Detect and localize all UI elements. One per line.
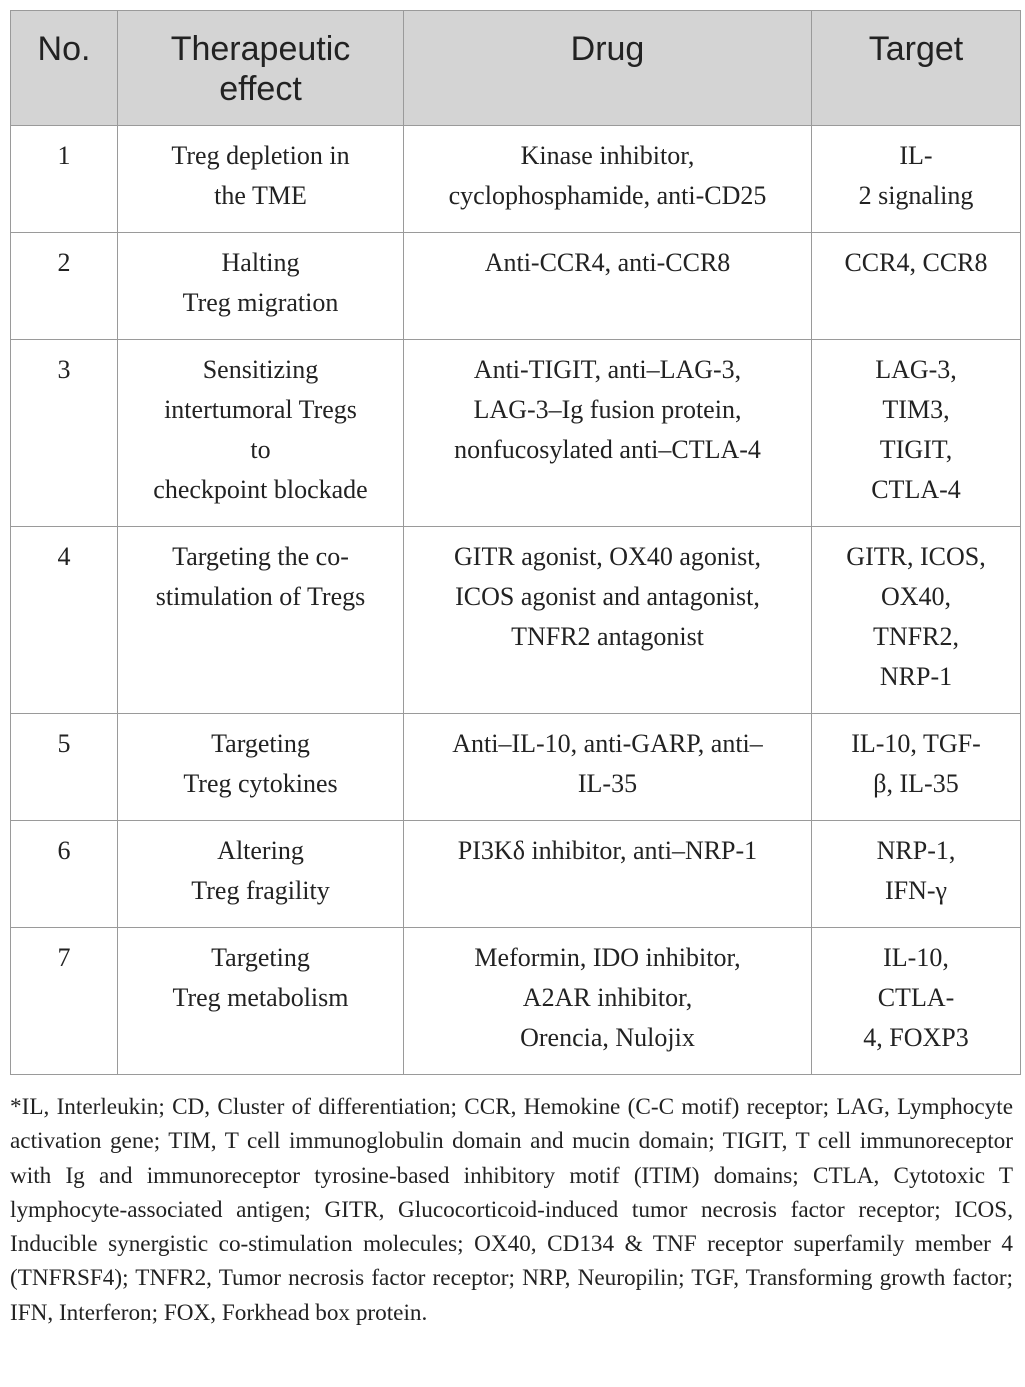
cell-drug: Kinase inhibitor, cyclophosphamide, anti-CD25 <box>404 126 812 233</box>
header-no: No. <box>11 11 118 126</box>
cell-no: 6 <box>11 821 118 928</box>
cell-no: 2 <box>11 233 118 340</box>
cell-effect: Targeting Treg metabolism <box>118 928 404 1075</box>
cell-target: IL- 2 signaling <box>812 126 1021 233</box>
cell-effect: Targeting the co- stimulation of Tregs <box>118 527 404 714</box>
table-container <box>10 10 1020 1075</box>
cell-target: IL-10, CTLA- 4, FOXP3 <box>812 928 1021 1075</box>
table-row <box>11 126 1021 233</box>
cell-target: IL-10, TGF- β, IL-35 <box>812 714 1021 821</box>
cell-target: GITR, ICOS, OX40, TNFR2, NRP-1 <box>812 527 1021 714</box>
cell-no: 1 <box>11 126 118 233</box>
cell-no: 4 <box>11 527 118 714</box>
table-row <box>11 340 1021 527</box>
cell-drug: Anti–IL-10, anti-GARP, anti– IL-35 <box>404 714 812 821</box>
header-row <box>11 11 1021 126</box>
table-row <box>11 233 1021 340</box>
cell-drug: Anti-CCR4, anti-CCR8 <box>404 233 812 340</box>
table-row <box>11 928 1021 1075</box>
cell-no: 3 <box>11 340 118 527</box>
cell-target: CCR4, CCR8 <box>812 233 1021 340</box>
cell-no: 7 <box>11 928 118 1075</box>
table-row <box>11 527 1021 714</box>
cell-effect: Sensitizing intertumoral Tregs to checkpoint blockade <box>118 340 404 527</box>
cell-effect: Targeting Treg cytokines <box>118 714 404 821</box>
cell-no: 5 <box>11 714 118 821</box>
cell-effect: Halting Treg migration <box>118 233 404 340</box>
table-row <box>11 714 1021 821</box>
cell-drug: GITR agonist, OX40 agonist, ICOS agonist and antagonist, TNFR2 antagonist <box>404 527 812 714</box>
therapy-table <box>10 10 1021 1075</box>
cell-drug: Anti-TIGIT, anti–LAG-3, LAG-3–Ig fusion protein, nonfucosylated anti–CTLA-4 <box>404 340 812 527</box>
cell-effect: Treg depletion in the TME <box>118 126 404 233</box>
cell-drug: Meformin, IDO inhibitor, A2AR inhibitor, Orencia, Nulojix <box>404 928 812 1075</box>
header-drug: Drug <box>404 11 812 126</box>
header-target: Target <box>812 11 1021 126</box>
cell-drug: PI3Kδ inhibitor, anti–NRP-1 <box>404 821 812 928</box>
table-row <box>11 821 1021 928</box>
cell-effect: Altering Treg fragility <box>118 821 404 928</box>
header-therapeutic-effect: Therapeutic effect <box>118 11 404 126</box>
table-footnote: *IL, Interleukin; CD, Cluster of differentiation; CCR, Hemokine (C-C motif) receptor; LAG, Lymphocyte activation gene; TIM, T cell immunoglobulin domain and mucin domain; TIGIT, T cell immunoreceptor with Ig and immunoreceptor tyrosine-based inhibitory motif (ITIM) domains; CTLA, Cytotoxic T lymphocyte-associated antigen; GITR, Glucocorticoid-induced tumor necrosis factor receptor; ICOS, Inducible synergistic co-stimulation molecules; OX40, CD134 & TNF receptor superfamily member 4 (TNFRSF4); TNFR2, Tumor necrosis factor receptor; NRP, Neuropilin; TGF, Transforming growth factor; IFN, Interferon; FOX, Forkhead box protein. <box>10 1094 1013 1326</box>
cell-target: NRP-1, IFN-γ <box>812 821 1021 928</box>
cell-target: LAG-3, TIM3, TIGIT, CTLA-4 <box>812 340 1021 527</box>
